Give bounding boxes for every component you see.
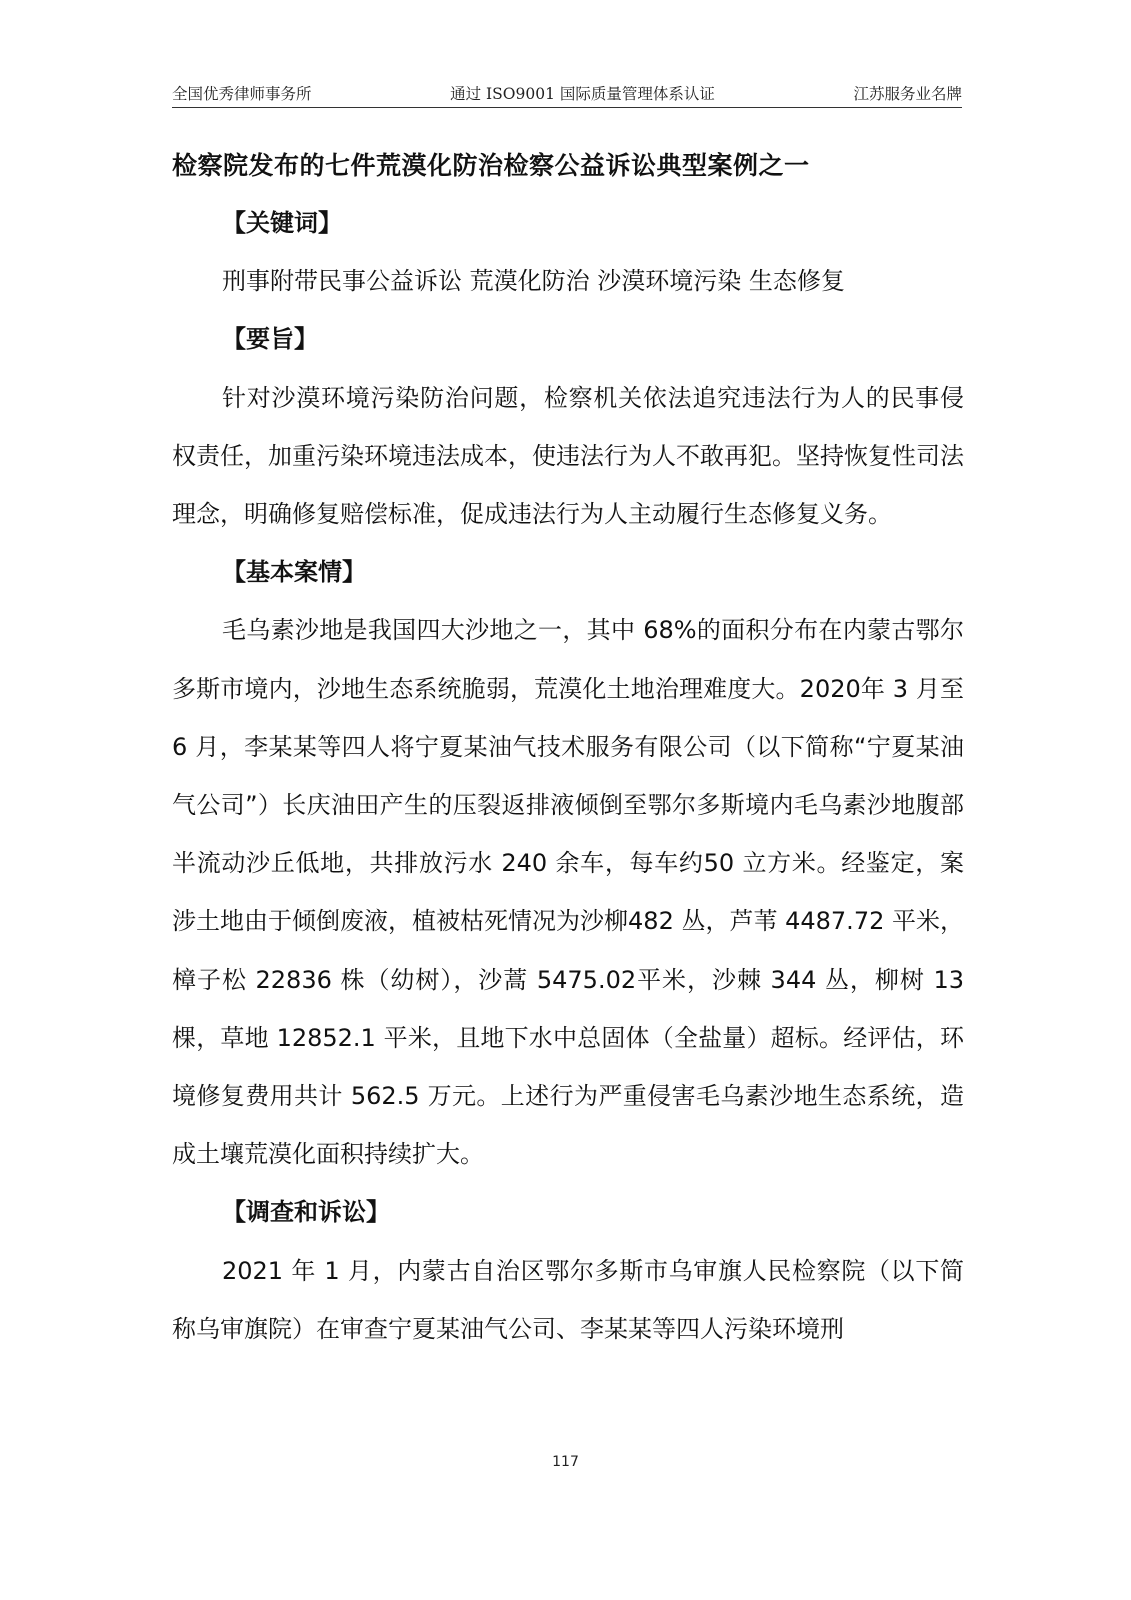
- keywords-text: 刑事附带民事公益诉讼 荒漠化防治 沙漠环境污染 生态修复: [222, 267, 845, 296]
- facts-heading: 【基本案情】: [222, 558, 366, 587]
- header-divider: [172, 107, 962, 108]
- facts-paragraph: 毛乌素沙地是我国四大沙地之一，其中 68%的面积分布在内蒙古鄂尔多斯市境内，沙地生态系统脆弱，荒漠化土地治理难度大。2020年 3 月至 6 月，李某某等四人将宁夏某油气技术服务有限公司（以下简称“宁夏某油气公司”）长庆油田产生的压裂返排液倾倒至鄂尔多斯境内毛乌素沙地腹部半流动沙丘低地，共排放污水 240 余车，每车约50 立方米。经鉴定，案涉土地由于倾倒废液，植被枯死情况为沙柳482 丛，芦苇 4487.72 平米，樟子松 22836 株（幼树），沙蒿 5475.02平米，沙棘 344 丛，柳树 13 棵，草地 12852.1 平米，且地下水中总固体（全盐量）超标。经评估，环境修复费用共计 562.5 万元。上述行为严重侵害毛乌素沙地生态系统，造成土壤荒漠化面积持续扩大。: [172, 616, 964, 1169]
- header-left-text: 全国优秀律师事务所: [172, 85, 312, 103]
- header-right-text: 江苏服务业名牌: [853, 85, 962, 103]
- page-number: 117: [552, 1454, 579, 1470]
- keywords-heading: 【关键词】: [222, 209, 342, 237]
- page-header: [172, 80, 962, 106]
- document-body: [172, 194, 964, 1358]
- investigation-heading: 【调查和诉讼】: [222, 1198, 390, 1227]
- gist-heading: 【要旨】: [222, 325, 318, 354]
- header-center-text: 通过 ISO9001 国际质量管理体系认证: [450, 85, 715, 103]
- investigation-paragraph: 2021 年 1 月，内蒙古自治区鄂尔多斯市乌审旗人民检察院（以下简称乌审旗院）在审查宁夏某油气公司、李某某等四人污染环境刑: [172, 1256, 964, 1343]
- document-title: 检察院发布的七件荒漠化防治检察公益诉讼典型案例之一: [172, 151, 810, 180]
- gist-paragraph: 针对沙漠环境污染防治问题，检察机关依法追究违法行为人的民事侵权责任，加重污染环境违法成本，使违法行为人不敢再犯。坚持恢复性司法理念，明确修复赔偿标准，促成违法行为人主动履行生态修复义务。: [172, 383, 964, 529]
